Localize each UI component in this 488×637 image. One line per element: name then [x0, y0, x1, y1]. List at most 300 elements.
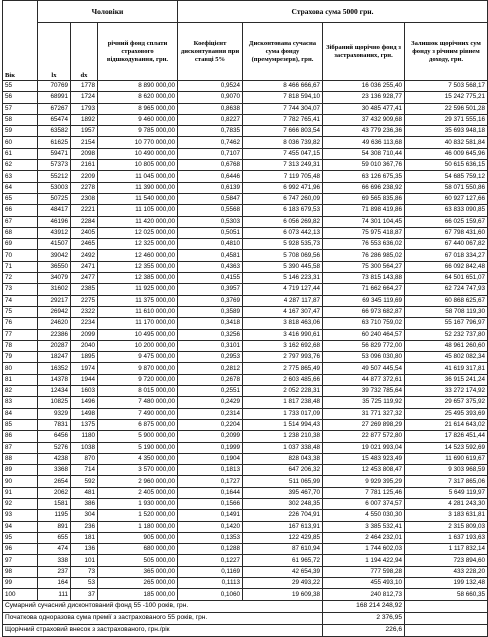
cell-discount-coef: 0,1999 — [178, 442, 243, 453]
cell-collected-fund: 59 010 367,76 — [323, 160, 405, 171]
cell-age: 100 — [3, 589, 38, 600]
cell-discount-coef: 0,1353 — [178, 532, 243, 543]
cell-age: 57 — [3, 103, 38, 114]
cell-discounted-fund: 6 747 260,09 — [243, 193, 323, 204]
table-row — [3, 81, 488, 92]
cell-annual-fund: 5 900 000,00 — [98, 431, 178, 442]
cell-dx: 1375 — [71, 419, 98, 430]
cell-collected-fund: 66 973 682,87 — [323, 306, 405, 317]
cell-discount-coef: 0,3101 — [178, 340, 243, 351]
cell-discount-coef: 0,3418 — [178, 318, 243, 329]
table-row — [3, 363, 488, 374]
table-row — [3, 521, 488, 532]
cell-discounted-fund: 226 704,91 — [243, 510, 323, 521]
cell-annual-fund: 11 170 000,00 — [98, 318, 178, 329]
cell-age: 88 — [3, 453, 38, 464]
cell-collected-fund: 71 898 419,86 — [323, 205, 405, 216]
cell-age: 81 — [3, 374, 38, 385]
cell-remainder: 15 242 775,21 — [405, 92, 488, 103]
table-row — [3, 126, 488, 137]
cell-annual-fund: 10 805 000,00 — [98, 160, 178, 171]
summary-label: Сумарний сучасний дисконтований фонд 55 -100 років, грн. — [3, 600, 323, 612]
cell-lx: 31602 — [38, 284, 71, 295]
cell-lx: 1581 — [38, 498, 71, 509]
cell-dx: 181 — [71, 532, 98, 543]
cell-discount-coef: 0,1904 — [178, 453, 243, 464]
cell-remainder: 7 317 865,06 — [405, 476, 488, 487]
table-row — [3, 114, 488, 125]
cell-annual-fund: 1 520 000,00 — [98, 510, 178, 521]
cell-lx: 22386 — [38, 329, 71, 340]
cell-lx: 39042 — [38, 250, 71, 261]
header-row-top — [3, 1, 488, 23]
table-row — [3, 555, 488, 566]
cell-remainder: 48 961 260,60 — [405, 340, 488, 351]
cell-age: 58 — [3, 114, 38, 125]
cell-dx: 2234 — [71, 318, 98, 329]
cell-discounted-fund: 5 146 223,31 — [243, 273, 323, 284]
cell-discounted-fund: 395 467,70 — [243, 487, 323, 498]
cell-dx: 870 — [71, 453, 98, 464]
header-discount-coef: Коефіцієнт дисконтування при ставці 5% — [178, 23, 243, 81]
cell-discount-coef: 0,4810 — [178, 239, 243, 250]
cell-age: 72 — [3, 273, 38, 284]
table-row — [3, 498, 488, 509]
header-age: Вік — [3, 1, 38, 81]
cell-annual-fund: 12 325 000,00 — [98, 239, 178, 250]
cell-dx: 2278 — [71, 182, 98, 193]
cell-discount-coef: 0,8638 — [178, 103, 243, 114]
header-annual-fund: річний фонд сплати страхового відшкодування, грн. — [98, 23, 178, 81]
cell-annual-fund: 11 105 000,00 — [98, 205, 178, 216]
cell-annual-fund: 2 405 000,00 — [98, 487, 178, 498]
cell-discount-coef: 0,5051 — [178, 227, 243, 238]
cell-lx: 67267 — [38, 103, 71, 114]
cell-annual-fund: 6 875 000,00 — [98, 419, 178, 430]
cell-collected-fund: 75 300 564,27 — [323, 261, 405, 272]
table-row — [3, 216, 488, 227]
cell-remainder: 4 281 243,30 — [405, 498, 488, 509]
cell-collected-fund: 12 453 808,47 — [323, 465, 405, 476]
cell-dx: 304 — [71, 510, 98, 521]
cell-discount-coef: 0,3769 — [178, 295, 243, 306]
cell-lx: 68991 — [38, 92, 71, 103]
cell-discount-coef: 0,2678 — [178, 374, 243, 385]
cell-annual-fund: 3 570 000,00 — [98, 465, 178, 476]
cell-collected-fund: 66 696 238,92 — [323, 182, 405, 193]
cell-discount-coef: 0,8227 — [178, 114, 243, 125]
cell-annual-fund: 11 540 000,00 — [98, 193, 178, 204]
cell-age: 55 — [3, 81, 38, 92]
cell-lx: 65474 — [38, 114, 71, 125]
cell-collected-fund: 76 553 636,02 — [323, 239, 405, 250]
cell-collected-fund: 49 507 445,54 — [323, 363, 405, 374]
cell-age: 66 — [3, 205, 38, 216]
cell-remainder: 33 272 174,92 — [405, 386, 488, 397]
summary-value: 2 376,95 — [323, 612, 405, 624]
cell-discounted-fund: 1 238 210,38 — [243, 431, 323, 442]
cell-discounted-fund: 7 313 249,31 — [243, 160, 323, 171]
cell-dx: 2322 — [71, 306, 98, 317]
header-remainder: Залишок щорічних сум фонду з річним рівнем доходу, грн. — [405, 23, 488, 81]
cell-discount-coef: 0,1113 — [178, 578, 243, 589]
cell-discount-coef: 0,5568 — [178, 205, 243, 216]
cell-dx: 2209 — [71, 171, 98, 182]
cell-lx: 655 — [38, 532, 71, 543]
cell-collected-fund: 7 781 125,46 — [323, 487, 405, 498]
cell-discounted-fund: 6 056 269,82 — [243, 216, 323, 227]
cell-collected-fund: 73 815 143,88 — [323, 273, 405, 284]
cell-remainder: 60 927 127,66 — [405, 193, 488, 204]
cell-age: 80 — [3, 363, 38, 374]
table-row — [3, 419, 488, 430]
cell-collected-fund: 15 483 923,49 — [323, 453, 405, 464]
cell-collected-fund: 71 662 664,27 — [323, 284, 405, 295]
cell-dx: 2477 — [71, 273, 98, 284]
header-lx: lx — [38, 23, 71, 81]
cell-age: 84 — [3, 408, 38, 419]
cell-collected-fund: 240 812,73 — [323, 589, 405, 600]
insurance-table — [2, 0, 488, 637]
cell-age: 64 — [3, 182, 38, 193]
summary-row — [3, 600, 488, 612]
table-row — [3, 442, 488, 453]
cell-annual-fund: 11 420 000,00 — [98, 216, 178, 227]
cell-discounted-fund: 167 613,91 — [243, 521, 323, 532]
table-row — [3, 227, 488, 238]
cell-age: 90 — [3, 476, 38, 487]
cell-discounted-fund: 1 733 017,09 — [243, 408, 323, 419]
cell-dx: 1957 — [71, 126, 98, 137]
cell-age: 67 — [3, 216, 38, 227]
cell-annual-fund: 10 770 000,00 — [98, 137, 178, 148]
table-row — [3, 193, 488, 204]
cell-discounted-fund: 1 037 338,48 — [243, 442, 323, 453]
cell-discount-coef: 0,1491 — [178, 510, 243, 521]
cell-remainder: 41 619 317,81 — [405, 363, 488, 374]
cell-dx: 1496 — [71, 397, 98, 408]
table-row — [3, 295, 488, 306]
cell-lx: 63582 — [38, 126, 71, 137]
cell-collected-fund: 69 565 835,86 — [323, 193, 405, 204]
cell-discounted-fund: 8 036 739,82 — [243, 137, 323, 148]
cell-age: 97 — [3, 555, 38, 566]
cell-collected-fund: 76 286 985,02 — [323, 250, 405, 261]
cell-dx: 2040 — [71, 340, 98, 351]
cell-annual-fund: 1 180 000,00 — [98, 521, 178, 532]
cell-discount-coef: 0,6768 — [178, 160, 243, 171]
cell-discounted-fund: 7 455 047,15 — [243, 148, 323, 159]
table-row — [3, 273, 488, 284]
cell-dx: 1793 — [71, 103, 98, 114]
cell-remainder: 52 232 737,80 — [405, 329, 488, 340]
cell-discounted-fund: 6 073 442,13 — [243, 227, 323, 238]
cell-annual-fund: 11 390 000,00 — [98, 182, 178, 193]
cell-collected-fund: 63 126 675,35 — [323, 171, 405, 182]
cell-annual-fund: 9 785 000,00 — [98, 126, 178, 137]
cell-collected-fund: 455 493,10 — [323, 578, 405, 589]
table-body — [3, 81, 488, 601]
cell-remainder: 63 833 090,85 — [405, 205, 488, 216]
cell-remainder: 1 637 193,63 — [405, 532, 488, 543]
cell-remainder: 3 183 631,81 — [405, 510, 488, 521]
cell-annual-fund: 9 870 000,00 — [98, 363, 178, 374]
table-row — [3, 386, 488, 397]
cell-remainder: 29 657 375,92 — [405, 397, 488, 408]
cell-collected-fund: 777 598,28 — [323, 566, 405, 577]
cell-discount-coef: 0,6139 — [178, 182, 243, 193]
cell-collected-fund: 35 725 119,92 — [323, 397, 405, 408]
cell-annual-fund: 8 015 000,00 — [98, 386, 178, 397]
cell-collected-fund: 31 771 327,32 — [323, 408, 405, 419]
cell-discount-coef: 0,7107 — [178, 148, 243, 159]
table-row — [3, 352, 488, 363]
cell-collected-fund: 54 308 710,44 — [323, 148, 405, 159]
cell-discounted-fund: 2 775 865,49 — [243, 363, 323, 374]
cell-lx: 50725 — [38, 193, 71, 204]
cell-collected-fund: 39 732 785,64 — [323, 386, 405, 397]
cell-annual-fund: 365 000,00 — [98, 566, 178, 577]
cell-discounted-fund: 6 183 679,53 — [243, 205, 323, 216]
cell-dx: 1038 — [71, 442, 98, 453]
header-discounted-fund: Дисконтована сучасна сума фонду (премумрезерв), грн. — [243, 23, 323, 81]
cell-age: 82 — [3, 386, 38, 397]
table-row — [3, 205, 488, 216]
summary-value: 226,6 — [323, 624, 405, 636]
cell-annual-fund: 5 190 000,00 — [98, 442, 178, 453]
cell-annual-fund: 7 480 000,00 — [98, 397, 178, 408]
cell-collected-fund: 23 136 928,77 — [323, 92, 405, 103]
cell-discounted-fund: 87 610,94 — [243, 544, 323, 555]
cell-remainder: 199 132,48 — [405, 578, 488, 589]
table-row — [3, 397, 488, 408]
header-row-bottom — [3, 23, 488, 81]
cell-age: 77 — [3, 329, 38, 340]
cell-lx: 3368 — [38, 465, 71, 476]
cell-age: 94 — [3, 521, 38, 532]
cell-lx: 237 — [38, 566, 71, 577]
cell-collected-fund: 3 385 532,41 — [323, 521, 405, 532]
cell-collected-fund: 30 485 477,41 — [323, 103, 405, 114]
cell-collected-fund: 22 877 572,80 — [323, 431, 405, 442]
table-row — [3, 137, 488, 148]
cell-age: 61 — [3, 148, 38, 159]
cell-lx: 57373 — [38, 160, 71, 171]
cell-discount-coef: 0,2953 — [178, 352, 243, 363]
cell-discounted-fund: 5 390 445,58 — [243, 261, 323, 272]
cell-annual-fund: 505 000,00 — [98, 555, 178, 566]
cell-discounted-fund: 2 603 485,66 — [243, 374, 323, 385]
cell-discount-coef: 0,9524 — [178, 81, 243, 92]
cell-age: 98 — [3, 566, 38, 577]
cell-annual-fund: 8 890 000,00 — [98, 81, 178, 92]
header-men-group: Чоловіки — [38, 1, 178, 23]
cell-annual-fund: 12 385 000,00 — [98, 273, 178, 284]
cell-discounted-fund: 302 248,35 — [243, 498, 323, 509]
cell-collected-fund: 63 710 759,02 — [323, 318, 405, 329]
cell-collected-fund: 1 744 602,03 — [323, 544, 405, 555]
cell-annual-fund: 9 720 000,00 — [98, 374, 178, 385]
cell-discount-coef: 0,4581 — [178, 250, 243, 261]
cell-age: 91 — [3, 487, 38, 498]
cell-dx: 136 — [71, 544, 98, 555]
cell-lx: 70769 — [38, 81, 71, 92]
cell-age: 99 — [3, 578, 38, 589]
cell-collected-fund: 19 021 993,04 — [323, 442, 405, 453]
cell-lx: 61625 — [38, 137, 71, 148]
cell-remainder: 67 440 067,82 — [405, 239, 488, 250]
cell-annual-fund: 12 025 000,00 — [98, 227, 178, 238]
cell-discounted-fund: 29 493,22 — [243, 578, 323, 589]
cell-discounted-fund: 3 416 990,61 — [243, 329, 323, 340]
cell-discount-coef: 0,2204 — [178, 419, 243, 430]
cell-discount-coef: 0,5303 — [178, 216, 243, 227]
cell-lx: 18247 — [38, 352, 71, 363]
cell-dx: 2275 — [71, 295, 98, 306]
cell-collected-fund: 49 636 113,68 — [323, 137, 405, 148]
cell-discounted-fund: 5 928 535,73 — [243, 239, 323, 250]
cell-age: 63 — [3, 171, 38, 182]
cell-dx: 1180 — [71, 431, 98, 442]
cell-collected-fund: 27 269 898,29 — [323, 419, 405, 430]
cell-remainder: 50 615 636,15 — [405, 160, 488, 171]
cell-remainder: 723 894,60 — [405, 555, 488, 566]
cell-remainder: 9 303 968,59 — [405, 465, 488, 476]
cell-remainder: 1 117 832,14 — [405, 544, 488, 555]
cell-dx: 1778 — [71, 81, 98, 92]
cell-age: 74 — [3, 295, 38, 306]
cell-lx: 164 — [38, 578, 71, 589]
cell-dx: 1724 — [71, 92, 98, 103]
table-row — [3, 431, 488, 442]
summary-empty-cell — [405, 624, 488, 636]
cell-annual-fund: 4 350 000,00 — [98, 453, 178, 464]
cell-dx: 73 — [71, 566, 98, 577]
cell-dx: 2098 — [71, 148, 98, 159]
cell-discount-coef: 0,2314 — [178, 408, 243, 419]
table-row — [3, 340, 488, 351]
cell-annual-fund: 8 620 000,00 — [98, 92, 178, 103]
cell-dx: 481 — [71, 487, 98, 498]
cell-discounted-fund: 8 466 666,67 — [243, 81, 323, 92]
cell-discount-coef: 0,9070 — [178, 92, 243, 103]
cell-discounted-fund: 6 992 471,96 — [243, 182, 323, 193]
cell-age: 56 — [3, 92, 38, 103]
table-row — [3, 103, 488, 114]
cell-collected-fund: 43 779 236,36 — [323, 126, 405, 137]
cell-lx: 24620 — [38, 318, 71, 329]
cell-collected-fund: 9 929 395,29 — [323, 476, 405, 487]
cell-lx: 5276 — [38, 442, 71, 453]
cell-dx: 2154 — [71, 137, 98, 148]
cell-annual-fund: 2 960 000,00 — [98, 476, 178, 487]
cell-age: 62 — [3, 160, 38, 171]
table-row — [3, 182, 488, 193]
cell-dx: 2492 — [71, 250, 98, 261]
cell-annual-fund: 11 375 000,00 — [98, 295, 178, 306]
table-row — [3, 318, 488, 329]
cell-remainder: 36 915 241,24 — [405, 374, 488, 385]
cell-annual-fund: 8 965 000,00 — [98, 103, 178, 114]
cell-remainder: 2 315 809,03 — [405, 521, 488, 532]
cell-discount-coef: 0,2099 — [178, 431, 243, 442]
cell-discounted-fund: 3 162 692,68 — [243, 340, 323, 351]
cell-discounted-fund: 7 782 765,41 — [243, 114, 323, 125]
cell-annual-fund: 7 490 000,00 — [98, 408, 178, 419]
cell-discount-coef: 0,1227 — [178, 555, 243, 566]
cell-discounted-fund: 1 514 994,43 — [243, 419, 323, 430]
cell-annual-fund: 10 495 000,00 — [98, 329, 178, 340]
cell-discounted-fund: 61 965,72 — [243, 555, 323, 566]
cell-discounted-fund: 122 429,85 — [243, 532, 323, 543]
cell-discounted-fund: 828 043,38 — [243, 453, 323, 464]
cell-age: 86 — [3, 431, 38, 442]
cell-annual-fund: 185 000,00 — [98, 589, 178, 600]
cell-age: 87 — [3, 442, 38, 453]
cell-discount-coef: 0,1727 — [178, 476, 243, 487]
cell-lx: 111 — [38, 589, 71, 600]
cell-lx: 29217 — [38, 295, 71, 306]
cell-lx: 46196 — [38, 216, 71, 227]
cell-dx: 2221 — [71, 205, 98, 216]
cell-collected-fund: 4 550 030,30 — [323, 510, 405, 521]
cell-remainder: 58 071 550,86 — [405, 182, 488, 193]
cell-dx: 236 — [71, 521, 98, 532]
cell-discounted-fund: 511 065,99 — [243, 476, 323, 487]
cell-lx: 20287 — [38, 340, 71, 351]
cell-discount-coef: 0,1813 — [178, 465, 243, 476]
summary-label: Початкова одноразова сума премії з застрахованого 55 років, грн. — [3, 612, 323, 624]
cell-lx: 2654 — [38, 476, 71, 487]
cell-discount-coef: 0,4363 — [178, 261, 243, 272]
cell-annual-fund: 11 045 000,00 — [98, 171, 178, 182]
table-row — [3, 306, 488, 317]
cell-annual-fund: 9 475 000,00 — [98, 352, 178, 363]
cell-age: 70 — [3, 250, 38, 261]
header-collected-fund: Зібраний щорічно фонд з застрахованих, грн. — [323, 23, 405, 81]
cell-discounted-fund: 4 167 307,47 — [243, 306, 323, 317]
cell-remainder: 17 826 451,44 — [405, 431, 488, 442]
cell-discount-coef: 0,1060 — [178, 589, 243, 600]
cell-discounted-fund: 4 287 117,87 — [243, 295, 323, 306]
cell-remainder: 54 685 759,12 — [405, 171, 488, 182]
cell-collected-fund: 2 464 232,01 — [323, 532, 405, 543]
cell-dx: 37 — [71, 589, 98, 600]
cell-annual-fund: 10 200 000,00 — [98, 340, 178, 351]
cell-lx: 9329 — [38, 408, 71, 419]
table-row — [3, 532, 488, 543]
cell-age: 95 — [3, 532, 38, 543]
table-row — [3, 329, 488, 340]
cell-collected-fund: 44 877 372,61 — [323, 374, 405, 385]
cell-lx: 43912 — [38, 227, 71, 238]
cell-discounted-fund: 4 719 127,44 — [243, 284, 323, 295]
cell-annual-fund: 10 490 000,00 — [98, 148, 178, 159]
cell-lx: 14378 — [38, 374, 71, 385]
cell-age: 73 — [3, 284, 38, 295]
cell-dx: 2385 — [71, 284, 98, 295]
cell-lx: 26942 — [38, 306, 71, 317]
cell-lx: 12434 — [38, 386, 71, 397]
cell-discount-coef: 0,7462 — [178, 137, 243, 148]
table-row — [3, 589, 488, 600]
cell-lx: 53003 — [38, 182, 71, 193]
cell-dx: 1603 — [71, 386, 98, 397]
cell-discounted-fund: 647 206,32 — [243, 465, 323, 476]
cell-lx: 55212 — [38, 171, 71, 182]
cell-collected-fund: 6 007 374,57 — [323, 498, 405, 509]
cell-dx: 2465 — [71, 239, 98, 250]
